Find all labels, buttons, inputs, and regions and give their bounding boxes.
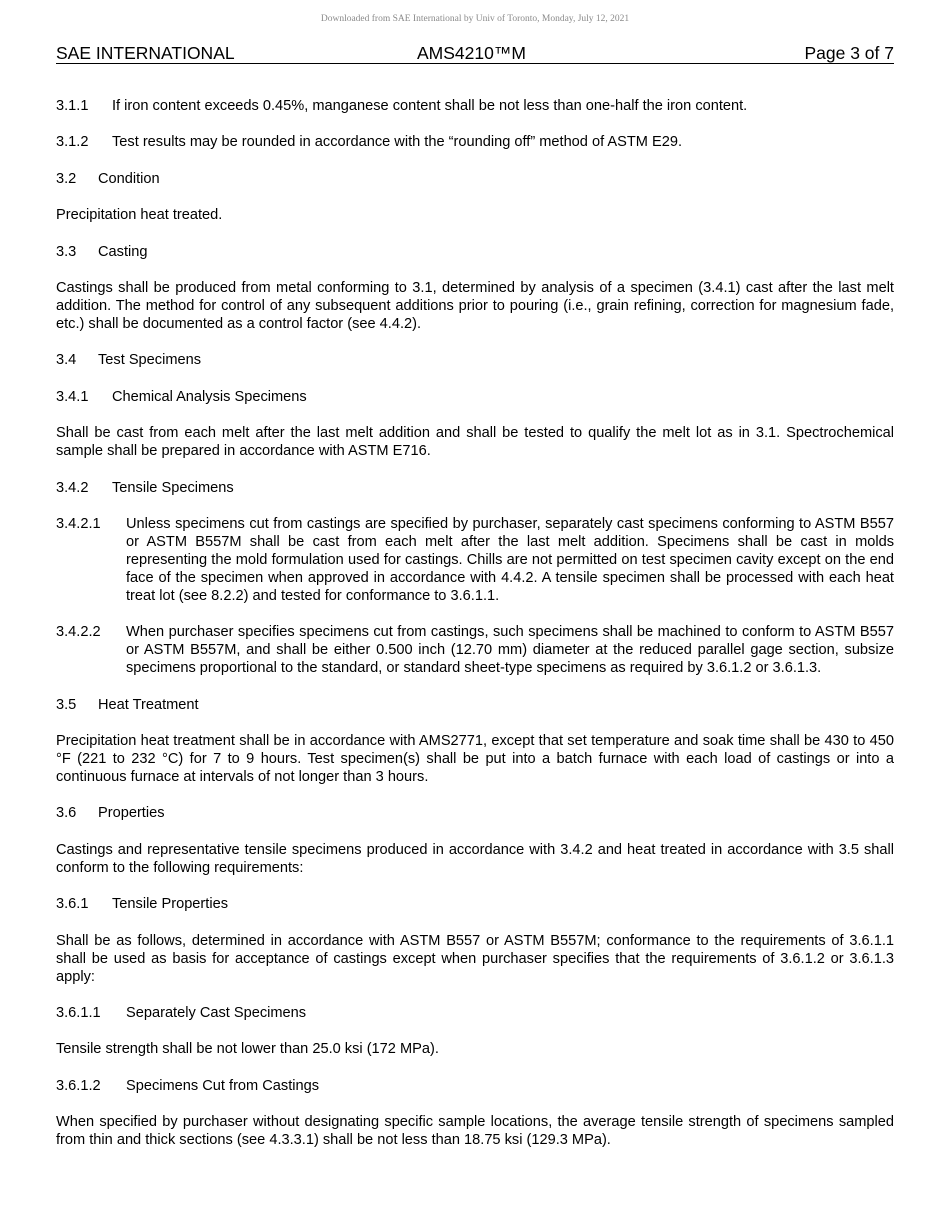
section-title: Tensile Properties	[112, 896, 228, 913]
section-heading-3-4	[56, 351, 894, 369]
section-number: 3.6.1.1	[56, 1005, 101, 1022]
clause-text: If iron content exceeds 0.45%, manganese content shall be not less than one-half the iron content.	[112, 98, 748, 114]
clause-3-4-2-1	[56, 515, 894, 605]
header-doc-id: AMS4210™M	[417, 43, 526, 63]
section-number: 3.6	[56, 805, 77, 822]
section-number: 3.6.1.2	[56, 1077, 101, 1094]
section-heading-3-4-1	[56, 388, 894, 406]
section-heading-3-6-1	[56, 895, 894, 913]
paragraph: Precipitation heat treated.	[56, 207, 223, 224]
section-heading-3-3	[56, 243, 894, 261]
clause-text: Test results may be rounded in accordance with the “rounding off” method of ASTM E29.	[112, 134, 683, 151]
section-title: Condition	[98, 170, 160, 187]
section-heading-3-6-1-1	[56, 1004, 894, 1022]
section-number: 3.4	[56, 352, 77, 369]
section-title: Casting	[98, 243, 148, 260]
section-number: 3.6.1	[56, 896, 89, 913]
section-title: Separately Cast Specimens	[126, 1005, 307, 1022]
section-number: 3.2	[56, 170, 77, 187]
page-header	[56, 43, 894, 64]
section-title: Specimens Cut from Castings	[126, 1077, 320, 1094]
section-heading-3-6-1-2	[56, 1077, 894, 1095]
paragraph: Shall be cast from each melt after the last melt addition and shall be tested to qualify the melt lot as in 3.1. Spectrochemical sample shall be prepared in accordance with ASTM E716.	[56, 425, 894, 460]
section-title: Heat Treatment	[98, 696, 199, 713]
clause-text: When purchaser specifies specimens cut from castings, such specimens shall be machined to conform to ASTM B557 or ASTM B557M, and shall be either 0.500 inch (12.70 mm) diameter at the reduced parallel gage section, subsize specimens proportional to the standard, or standard sheet-type specimens as required by 3.6.1.2 or 3.6.1.3.	[126, 624, 894, 677]
paragraph: When specified by purchaser without designating specific sample locations, the average tensile strength of specimens sampled from thin and thick sections (see 4.3.3.1) shall be not less than 18.75 ksi (129.3 MPa).	[56, 1114, 894, 1149]
section-number: 3.4.1	[56, 388, 89, 405]
paragraph: Castings shall be produced from metal conforming to 3.1, determined by analysis of a specimen (3.4.1) cast after the last melt addition. The method for control of any subsequent additions prior to pouring (i.e., grain refining, correction for magnesium fade, etc.) shall be documented as a control factor (see 4.4.2).	[56, 279, 894, 332]
section-title: Properties	[98, 805, 165, 822]
paragraph: Tensile strength shall be not lower than 25.0 ksi (172 MPa).	[56, 1041, 439, 1058]
section-number: 3.3	[56, 243, 77, 260]
document-body	[56, 97, 894, 1168]
section-heading-3-5	[56, 696, 894, 714]
clause-number: 3.4.2.2	[56, 624, 101, 641]
section-heading-3-6	[56, 804, 894, 822]
section-title: Tensile Specimens	[112, 479, 234, 496]
paragraph: Precipitation heat treatment shall be in accordance with AMS2771, except that set temperature and soak time shall be 430 to 450 °F (221 to 232 °C) for 7 to 9 hours. Test specimen(s) shall be put into a batch furnace with each load of castings or into a continuous furnace at intervals of not longer than 3 hours.	[56, 733, 894, 786]
section-number: 3.5	[56, 696, 77, 713]
clause-number: 3.1.2	[56, 134, 89, 151]
section-number: 3.4.2	[56, 479, 89, 496]
header-page-number: Page 3 of 7	[804, 43, 894, 63]
clause-text: Unless specimens cut from castings are specified by purchaser, separately cast specimens conforming to ASTM B557 or ASTM B557M shall be cast from each melt after the last melt addition. Specimens shall be cast in molds representing the mold formulation used for castings. Chills are not permitted on test specimen cavity except on the end face of the specimen when approved in accordance with 4.4.2. A tensile specimen shall be processed with each heat treat lot (see 8.2.2) and tested for conformance to 3.6.1.1.	[126, 515, 894, 604]
clause-3-1-1	[56, 97, 894, 115]
section-heading-3-2	[56, 170, 894, 188]
clause-3-1-2	[56, 133, 894, 151]
paragraph: Castings and representative tensile specimens produced in accordance with 3.4.2 and heat treated in accordance with 3.5 shall conform to the following requirements:	[56, 841, 894, 876]
clause-number: 3.4.2.1	[56, 515, 101, 532]
clause-3-4-2-2	[56, 623, 894, 677]
section-title: Chemical Analysis Specimens	[112, 388, 307, 405]
header-org: SAE INTERNATIONAL	[56, 43, 235, 63]
section-title: Test Specimens	[98, 352, 202, 369]
download-watermark: Downloaded from SAE International by Univ of Toronto, Monday, July 12, 2021	[320, 14, 630, 24]
section-heading-3-4-2	[56, 479, 894, 497]
paragraph: Shall be as follows, determined in accordance with ASTM B557 or ASTM B557M; conformance to the requirements of 3.6.1.1 shall be used as basis for acceptance of castings except when purchaser specifies that the requirements of 3.6.1.2 or 3.6.1.3 apply:	[56, 932, 894, 985]
clause-number: 3.1.1	[56, 98, 89, 114]
